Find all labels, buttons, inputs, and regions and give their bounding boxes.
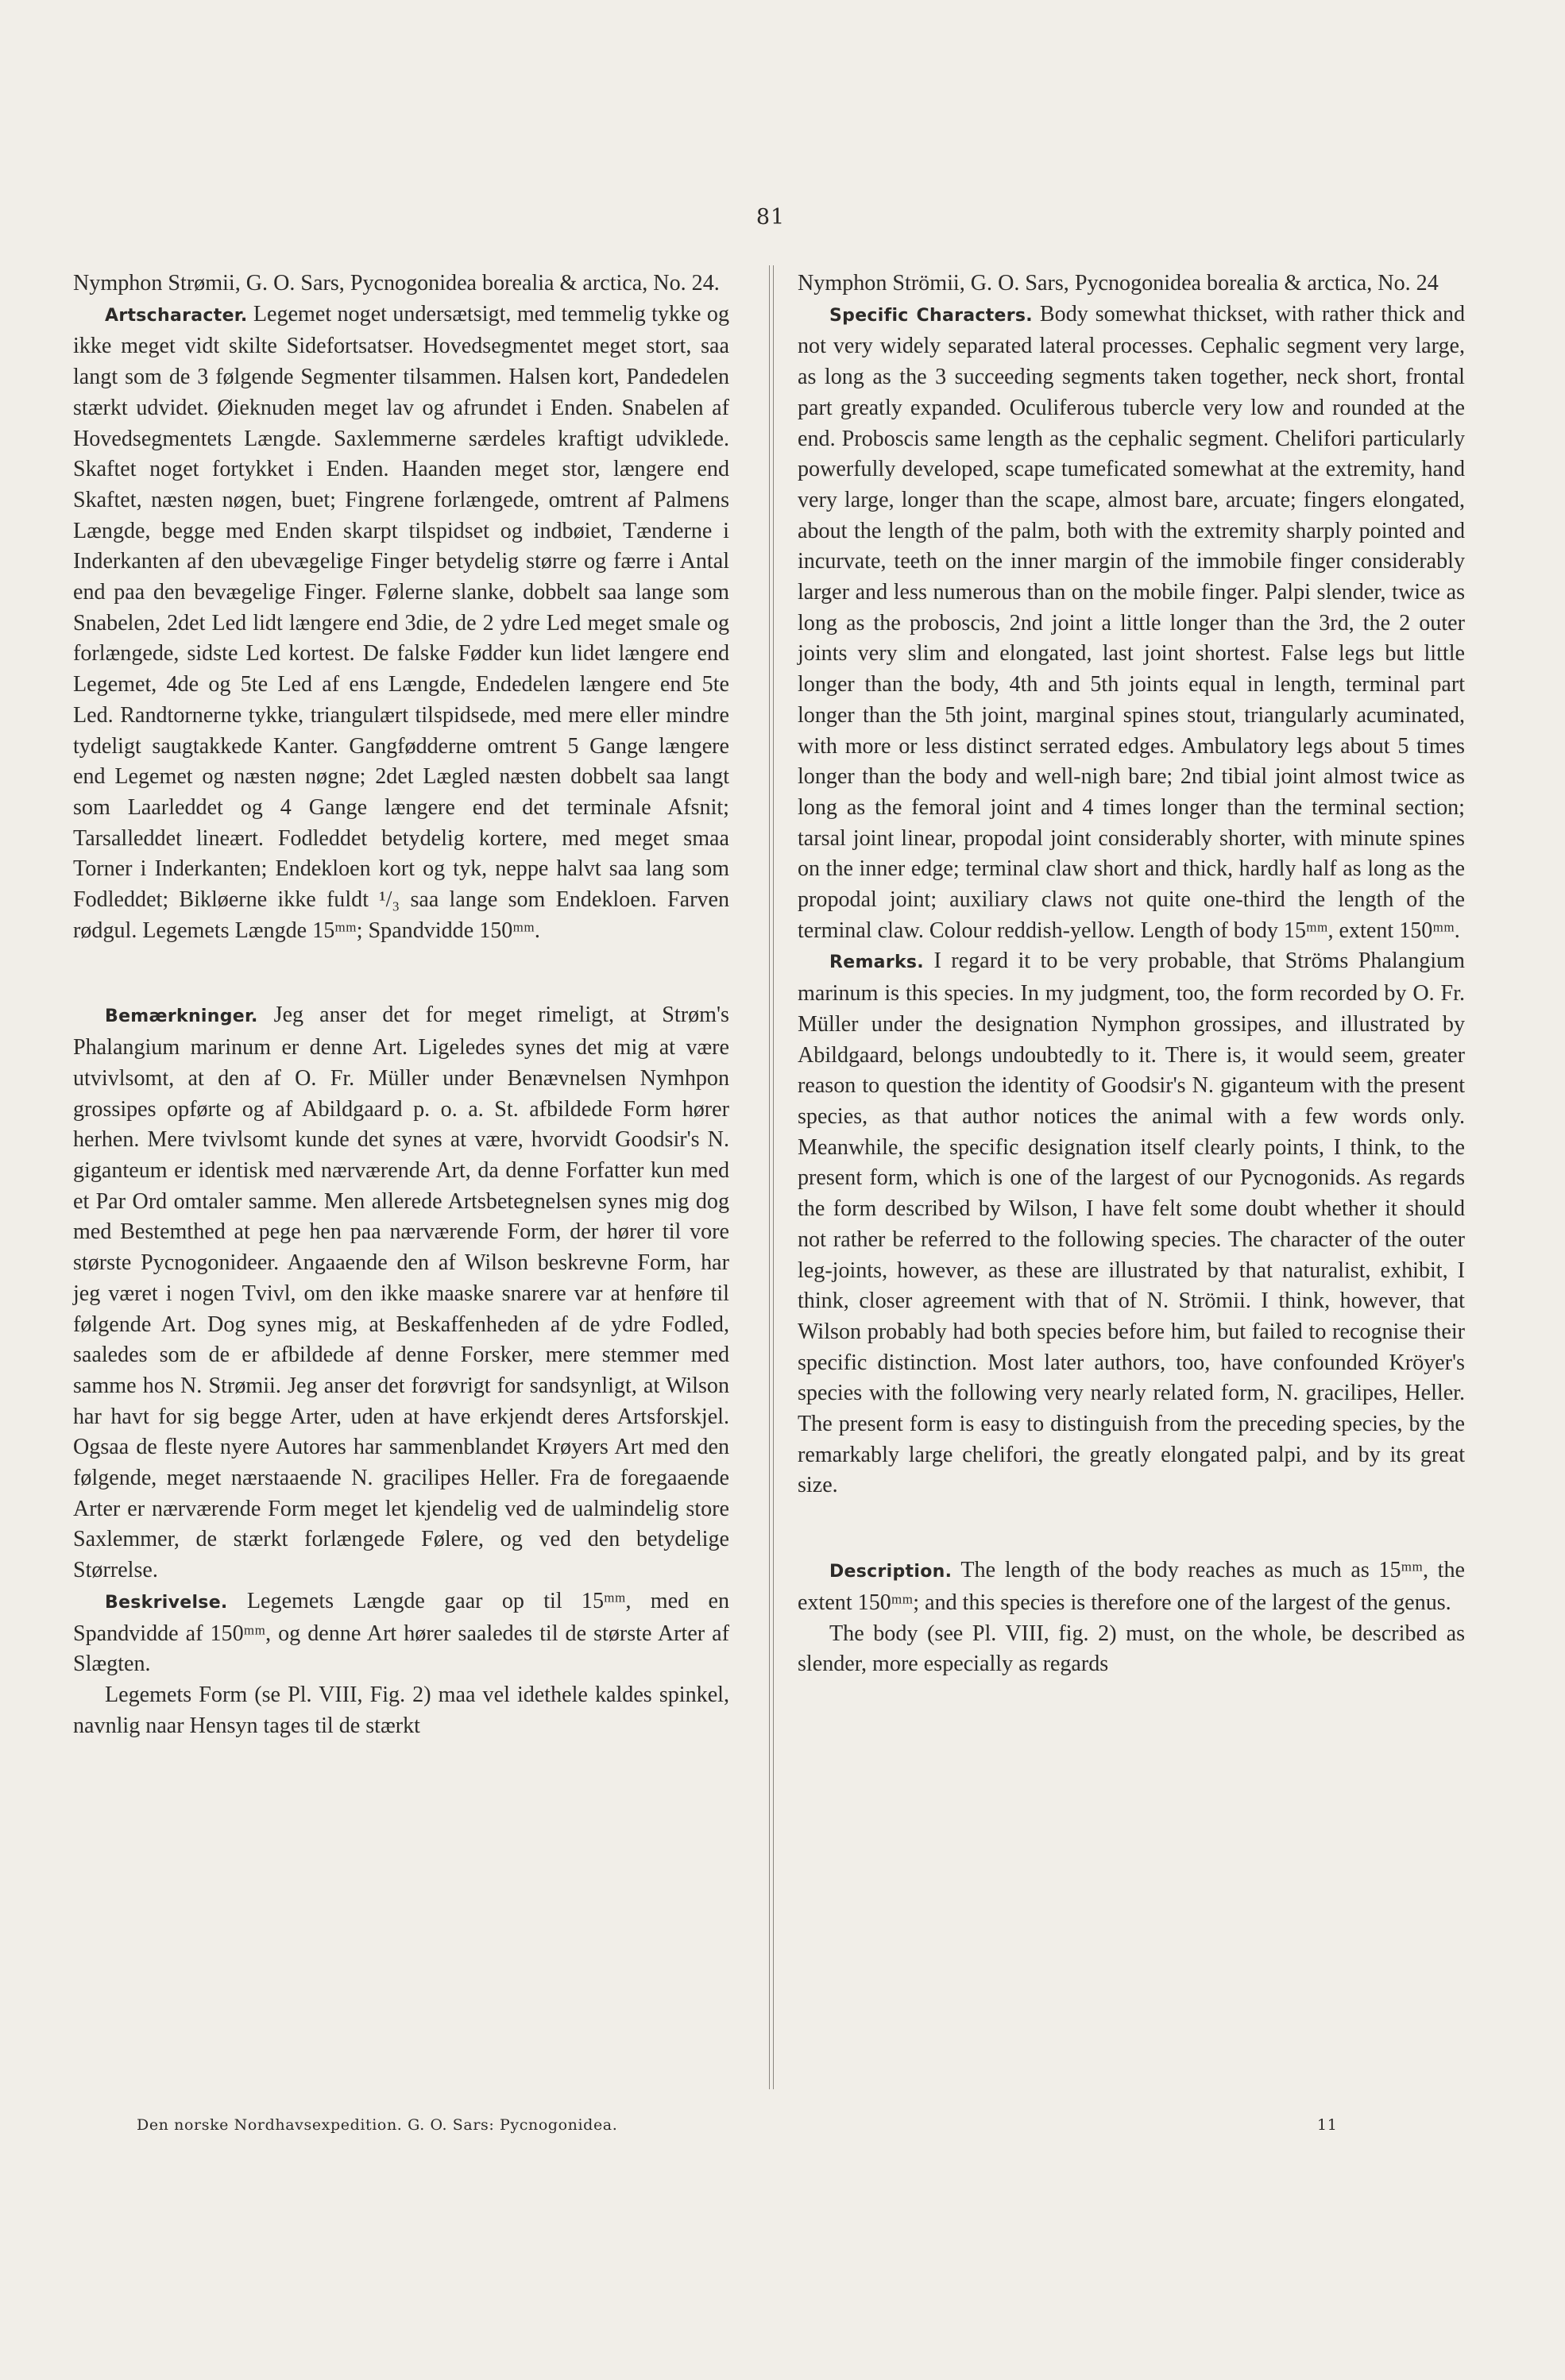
page-number: 81 bbox=[755, 205, 786, 230]
section-heading: Bemærkninger. bbox=[105, 1006, 258, 1027]
bemaerkninger-paragraph bbox=[73, 1000, 729, 1586]
footer-publication: Den norske Nordhavsexpedition. G. O. Sars: Pycnogonidea. bbox=[137, 2116, 618, 2134]
paragraph-text: I regard it to be very probable, that Ströms Phalangium marinum is this species. In my judgment, too, the form recorded by O. Fr. Müller under the designation Nymphon grossipes, and illustrated by Abildgaard, belongs undoubtedly to it. There is, it would seem, greater reason to question the identity of Goodsir's N. giganteum with the present species, as that author notices the animal with a few words only. Meanwhile, the specific designation itself clearly points, I think, to the present form, which is one of the largest of our Pycnogonids. As regards the form described by Wilson, I have felt some doubt whether it should not rather be referred to the following species. The character of the outer leg-joints, however, as these are illustrated by that naturalist, exhibit, I think, closer agreement with that of N. Strömii. I think, however, that Wilson probably had both species before him, but failed to recognise their specific distinction. Most later authors, too, have confounded Kröyer's species with the following very nearly related form, N. gracilipes, Heller. The present form is easy to distinguish from the preceding species, by the remarkably large chelifori, the greatly elongated palpi, and by its great size. bbox=[798, 949, 1465, 1498]
right-column-english bbox=[798, 269, 1465, 1680]
column-divider bbox=[769, 265, 774, 2089]
reference-citation: Nymphon Strømii, G. O. Sars, Pycnogonidea borealia & arctica, No. 24. bbox=[73, 271, 720, 296]
section-heading: Beskrivelse. bbox=[105, 1592, 228, 1613]
section-heading: Remarks. bbox=[829, 952, 924, 973]
body-paragraph: The body (see Pl. VIII, fig. 2) must, on the whole, be described as slender, more especially as regards bbox=[798, 1621, 1465, 1677]
artscharacter-paragraph bbox=[73, 299, 729, 947]
beskrivelse-paragraph bbox=[73, 1586, 729, 1680]
remarks-paragraph bbox=[798, 946, 1465, 1501]
paragraph-text: Body somewhat thickset, with rather thick and not very widely separated lateral processes. Cephalic segment very large, as long as the 3 succeeding segments taken together, neck short, frontal part greatly expanded. Oculiferous tubercle very low and rounded at the end. Proboscis same length as the cephalic segment. Chelifori particularly powerfully developed, scape tumeficated somewhat at the extremity, hand very large, longer than the scape, almost bare, arcuate; fingers elongated, about the length of the palm, both with the extremity sharply pointed and incurvate, teeth on the inner margin of the immobile finger considerably larger and less numerous than on the mobile finger. Palpi slender, twice as long as the proboscis, 2nd joint a little longer than the 3rd, the 2 outer joints very slim and elongated, last joint shortest. False legs but little longer than the body, 4th and 5th joints equal in length, terminal part longer than the 5th joint, marginal spines stout, triangularly acuminated, with more or less distinct serrated edges. Ambulatory legs about 5 times longer than the body and well-nigh bare; 2nd tibial joint almost twice as long as the femoral joint and 4 times longer than the terminal section; tarsal joint linear, propodal joint considerably shorter, with minute spines on the inner edge; terminal claw short and thick, hardly half as long as the propodal joint; auxiliary claws not quite one-third the length of the terminal claw. Colour reddish-yellow. Length of body 15ᵐᵐ, extent 150ᵐᵐ. bbox=[798, 301, 1465, 943]
reference-citation: Nymphon Strömii, G. O. Sars, Pycnogonidea borealia & arctica, No. 24 bbox=[798, 271, 1439, 296]
paragraph-text: The length of the body reaches as much as 15ᵐᵐ, the extent 150ᵐᵐ; and this species is therefore one of the largest of the genus. bbox=[798, 1558, 1465, 1615]
body-paragraph: Legemets Form (se Pl. VIII, Fig. 2) maa vel idethele kaldes spinkel, navnlig naar Hensyn tages til de stærkt bbox=[73, 1682, 729, 1738]
section-heading: Artscharacter. bbox=[105, 305, 248, 326]
specific-characters-paragraph bbox=[798, 299, 1465, 947]
paragraph-text: Legemets Længde gaar op til 15ᵐᵐ, med en Spandvidde af 150ᵐᵐ, og denne Art hører saaledes til de største Arter af Slægten. bbox=[73, 1588, 729, 1677]
paragraph-text: Legemet noget undersætsigt, med temmelig tykke og ikke meget vidt skilte Sidefortsatser. Hovedsegmentet meget stort, saa langt som de 3 følgende Segmenter tilsammen. Halsen kort, Pandedelen stærkt udvidet. Øieknuden meget lav og afrundet i Enden. Snabelen af Hovedsegmentets Længde. Saxlemmerne særdeles kraftigt udviklede. Skaftet noget fortykket i Enden. Haanden meget stor, længere end Skaftet, næsten nøgen, buet; Fingrene forlængede, omtrent af Palmens Længde, begge med Enden skarpt tilspidset og indbøiet, Tænderne i Inderkanten af den ubevægelige Finger betydelig større og færre i Antal end paa den bevægelige Finger. Følerne slanke, dobbelt saa lange som Snabelen, 2det Led lidt længere end 3die, de 2 ydre Led meget smale og forlængede, sidste Led kortest. De falske Fødder kun lidet længere end Legemet, 4de og 5te Led af ens Længde, Endedelen længere end 5te Led. Randtornerne tykke, triangulært tilspidsede, med mere eller mindre tydeligt saugtakkede Kanter. Gangfødderne omtrent 5 Gange længere end Legemet og næsten nøgne; 2det Lægled næsten dobbelt saa langt som Laarleddet og 4 Gange længere end det terminale Afsnit; Tarsalleddet lineært. Fodleddet betydelig kortere, med meget smaa Torner i Inderkanten; Endekloen kort og tyk, neppe halvt saa lang som Fodleddet; Bikløerne ikke fuldt ¹/₃ saa lange som Endekloen. Farven rødgul. Legemets Længde 15ᵐᵐ; Spandvidde 150ᵐᵐ. bbox=[73, 301, 729, 943]
section-heading: Description. bbox=[829, 1562, 953, 1582]
left-column-danish bbox=[73, 269, 729, 1741]
description-paragraph bbox=[798, 1555, 1465, 1618]
section-heading: Specific Characters. bbox=[829, 305, 1033, 326]
paragraph-text: Jeg anser det for meget rimeligt, at Strøm's Phalangium marinum er denne Art. Ligeledes synes det mig at være utvivlsomt, at den af O. Fr. Müller under Benævnelsen Nymhpon grossipes opførte og af Abildgaard p. o. a. St. afbildede Form hører herhen. Mere tvivlsomt kunde det synes at være, hvorvidt Goodsir's N. giganteum er identisk med nærværende Art, da denne Forfatter kun med et Par Ord omtaler samme. Men allerede Artsbetegnelsen synes mig dog med Bestemthed at pege hen paa nærværende Form, der hører til vore største Pycnogonideer. Angaaende den af Wilson beskrevne Form, har jeg været i nogen Tvivl, om den ikke maaske snarere var at henføre til følgende Art. Dog synes mig, at Beskaffenheden af de ydre Fodled, saaledes som de er afbildede af denne Forsker, mere stemmer med samme hos N. Strømii. Jeg anser det forøvrigt for sandsynligt, at Wilson har havt for sig begge Arter, uden at have erkjendt deres Artsforskjel. Ogsaa de fleste nyere Autores har sammenblandet Krøyers Art med den følgende, meget nærstaaende N. gracilipes Heller. Fra de foregaaende Arter er nærværende Form meget let kjendelig ved de ualmindelig store Saxlemmer, de stærkt forlængede Følere, og ved den betydelige Størrelse. bbox=[73, 1003, 729, 1583]
signature-mark: 11 bbox=[1317, 2116, 1338, 2134]
